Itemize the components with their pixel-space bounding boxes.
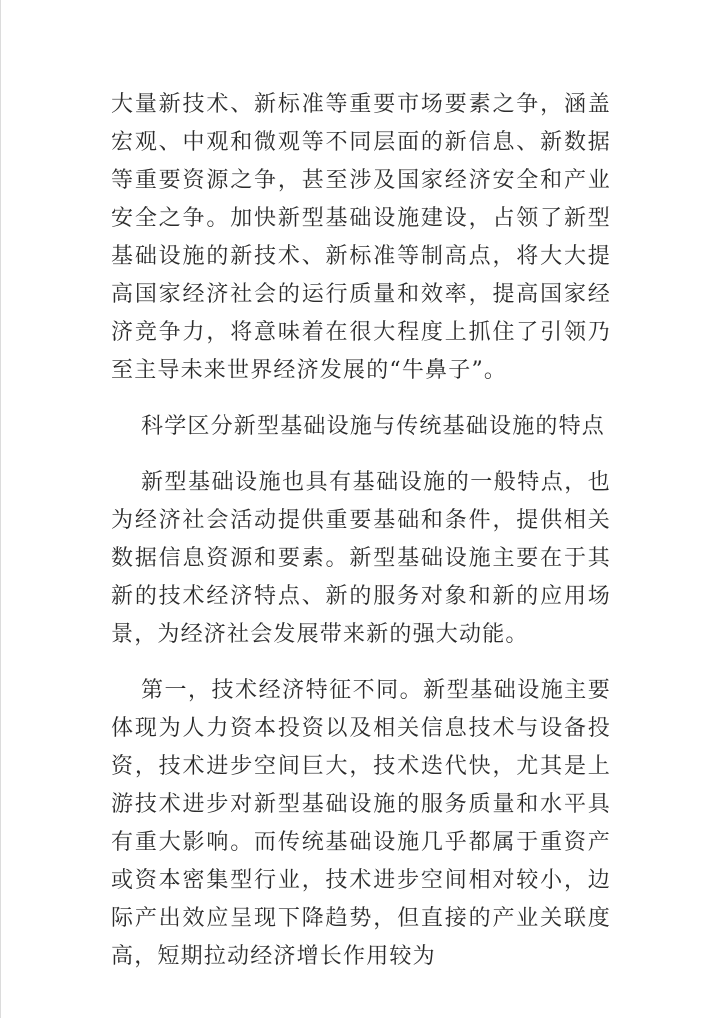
paragraph-first-point: 第一，技术经济特征不同。新型基础设施主要体现为人力资本投资以及相关信息技术与设备投资，技术进步空间巨大，技术迭代快，尤其是上游技术进步对新型基础设施的服务质量和水平具有重大影响。而传统基础设施几乎都属于重资产或资本密集型行业，技术进步空间相对较小，边际产出效应呈现下降趋势，但直接的产业关联度高，短期拉动经济增长作用较为 [111,678,611,969]
section-heading: 科学区分新型基础设施与传统基础设施的特点 [141,414,606,439]
paragraph-intro: 大量新技术、新标准等重要市场要素之争，涵盖宏观、中观和微观等不同层面的新信息、新数据等重要资源之争，甚至涉及国家经济安全和产业安全之争。加快新型基础设施建设，占领了新型基础设施的新技术、新标准等制高点，将大大提高国家经济社会的运行质量和效率，提高国家经济竞争力，将意味着在很大程度上抓住了引领乃至主导未来世界经济发展的“牛鼻子”。 [111,92,611,383]
document-body [111,86,611,994]
paragraph-general-features: 新型基础设施也具有基础设施的一般特点，也为经济社会活动提供重要基础和条件，提供相关数据信息资源和要素。新型基础设施主要在于其新的技术经济特点、新的服务对象和新的应用场景，为经济社会发展带来新的强大动能。 [111,470,611,647]
